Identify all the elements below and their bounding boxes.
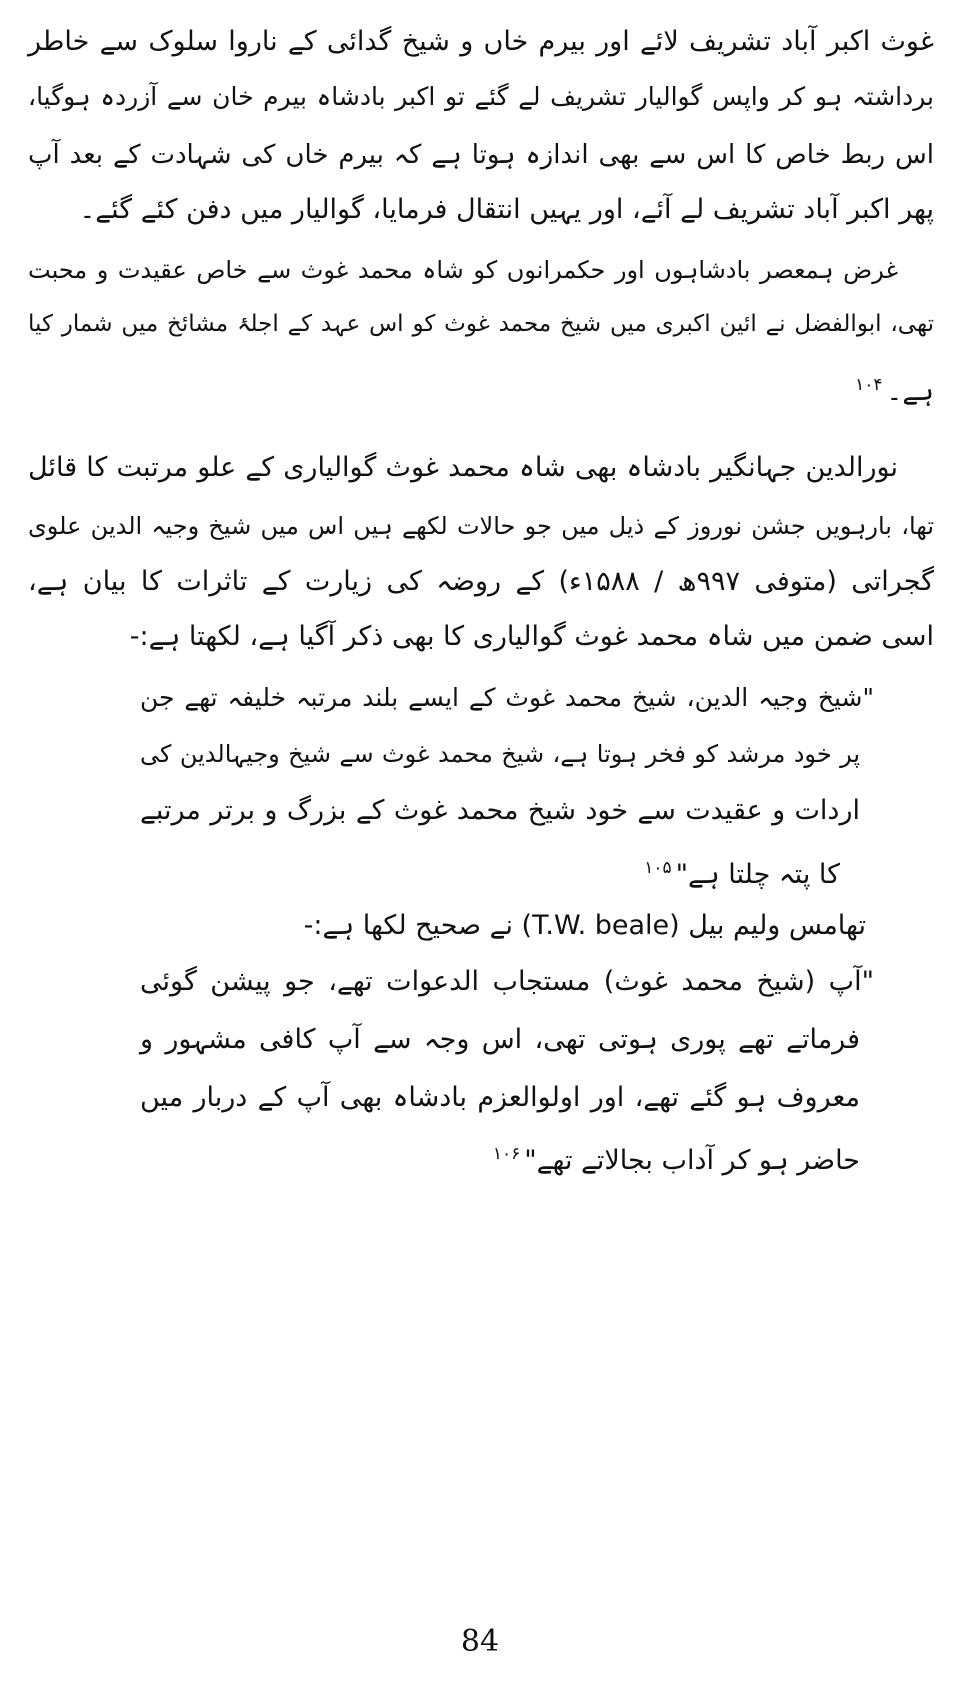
quote1-line-4 <box>140 848 840 888</box>
paragraph2-last-text: ہے۔ <box>886 376 934 407</box>
paragraph2-line-2: تھی، ابوالفضل نے ائین اکبری میں شیخ محمد غوث کو اس عہد کے اجلۂ مشائخ میں شمار کیا <box>28 311 934 337</box>
paragraph1-line-4: پھر اکبر آباد تشریف لے آئے، اور یہیں انتقال فرمایا، گوالیار میں دفن کئے گئے۔ <box>79 194 934 225</box>
footnote-ref-104: ۱۰۴ <box>855 375 883 395</box>
quote2-line-2: فرماتے تھے پوری ہوتی تھی، اس وجہ سے آپ کافی مشہور و <box>140 1024 860 1055</box>
page-number: 84 <box>460 1624 500 1659</box>
paragraph3-line-3: گجراتی (متوفی ۹۹۷ھ / ۱۵۸۸ء) کے روضہ کی زیارت کے تاثرات کا بیان ہے، <box>28 566 934 597</box>
footnote-ref-105: ۱۰۵ <box>644 858 672 878</box>
paragraph1-line-2: برداشتہ ہو کر واپس گوالیار تشریف لے گئے تو اکبر بادشاہ بیرم خان سے آزردہ ہوگیا، <box>28 82 934 111</box>
paragraph2-line-3 <box>28 365 934 405</box>
beale-intro-line: تھامس ولیم بیل (T.W. beale) نے صحیح لکھا ہے:- <box>303 910 866 941</box>
paragraph3-line-2: تھا، بارہویں جشن نوروز کے ذیل میں جو حالات لکھے ہیں اس میں شیخ وجیہ الدین علوی <box>28 512 934 540</box>
quote2-line-4 <box>140 1134 860 1174</box>
quote2-last-text: حاضر ہو کر آداب بجالاتے تھے" <box>524 1145 860 1176</box>
paragraph1-line-3: اس ربط خاص کا اس سے بھی اندازہ ہوتا ہے کہ بیرم خاں کی شہادت کے بعد آپ <box>28 140 934 170</box>
quote2-line-3: معروف ہو گئے تھے، اور اولوالعزم بادشاہ بھی آپ کے دربار میں <box>140 1082 860 1113</box>
footnote-ref-106: ۱۰۶ <box>492 1144 521 1164</box>
quote1-last-text: کا پتہ چلتا ہے" <box>675 859 840 890</box>
quote1-line-3: اردات و عقیدت سے خود شیخ محمد غوث کے بزرگ و برتر مرتبے <box>140 795 860 826</box>
paragraph3-line-4: اسی ضمن میں شاہ محمد غوث گوالیاری کا بھی ذکر آگیا ہے، لکھتا ہے:- <box>129 621 934 652</box>
quote1-line-2: پر خود مرشد کو فخر ہوتا ہے، شیخ محمد غوث سے شیخ وجیہالدین کی <box>140 740 860 768</box>
paragraph1-line-1: غوث اکبر آباد تشریف لائے اور بیرم خاں و شیخ گدائی کے ناروا سلوک سے خاطر <box>28 26 934 57</box>
paragraph2-line-1: غرض ہمعصر بادشاہوں اور حکمرانوں کو شاہ محمد غوث سے خاص عقیدت و محبت <box>28 256 898 284</box>
paragraph3-line-1: نورالدین جہانگیر بادشاہ بھی شاہ محمد غوث گوالیاری کے علو مرتبت کا قائل <box>28 452 898 483</box>
quote1-line-1: "شیخ وجیہ الدین، شیخ محمد غوث کے ایسے بلند مرتبہ خلیفہ تھے جن <box>140 683 874 712</box>
quote2-line-1: "آپ (شیخ محمد غوث) مستجاب الدعوات تھے، جو پیشن گوئی <box>140 966 874 997</box>
